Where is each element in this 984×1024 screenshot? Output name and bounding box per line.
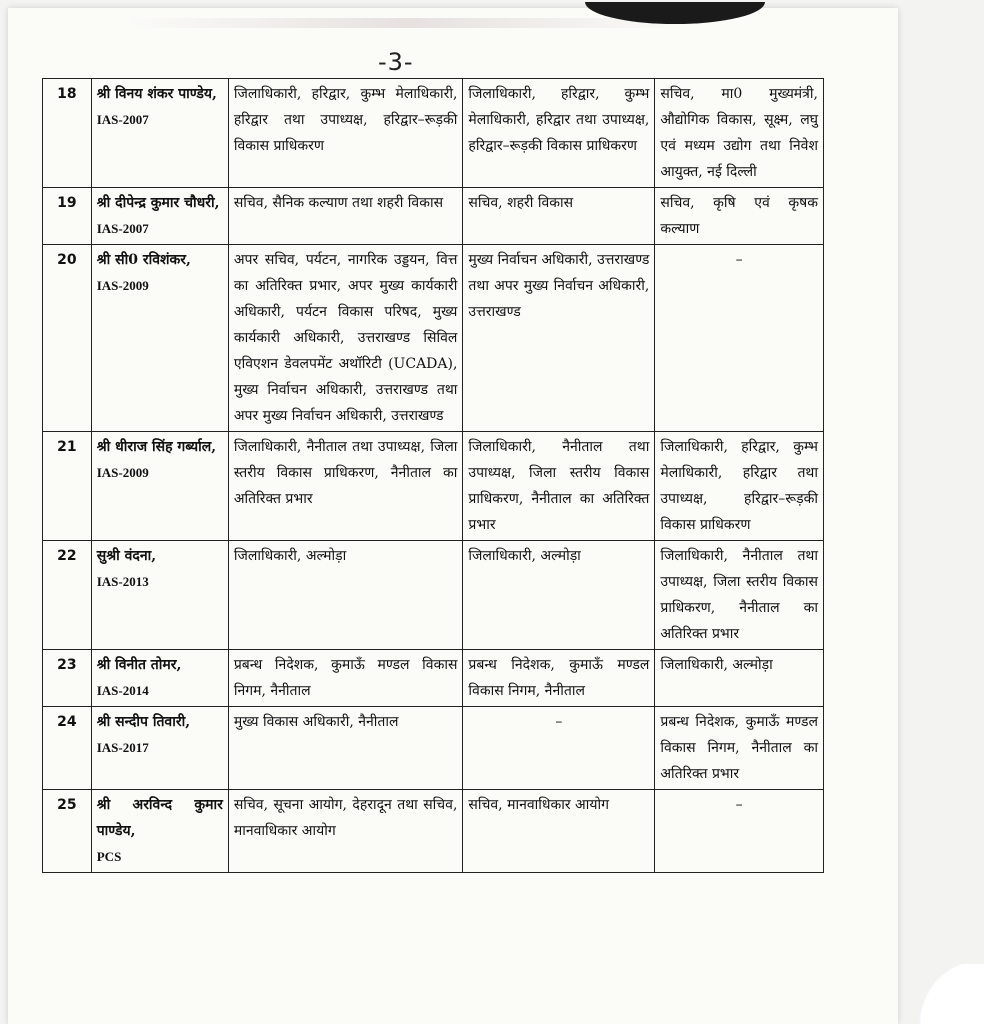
officer-cell (91, 541, 228, 650)
serial-number: 18 (43, 79, 92, 188)
officer-cell (91, 432, 228, 541)
officer-name: श्री विनीत तोमर, (96, 657, 182, 673)
serial-number: 20 (43, 245, 92, 432)
serial-number: 19 (43, 188, 92, 245)
bleed-through-text (128, 18, 688, 28)
officer-name: श्री विनय शंकर पाण्डेय, (96, 86, 217, 102)
service-batch: IAS-2014 (96, 683, 149, 698)
new-posting: – (655, 245, 824, 432)
service-batch: IAS-2013 (96, 574, 149, 589)
serial-number: 22 (43, 541, 92, 650)
officer-cell (91, 79, 228, 188)
retained-posting: प्रबन्ध निदेशक, कुमाऊँ मण्डल विकास निगम, नैनीताल (463, 650, 655, 707)
retained-posting: – (463, 707, 655, 790)
service-batch: IAS-2007 (96, 221, 149, 236)
service-batch: PCS (96, 849, 122, 864)
table-row (43, 707, 824, 790)
current-posting: जिलाधिकारी, हरिद्वार, कुम्भ मेलाधिकारी, हरिद्वार तथा उपाध्यक्ष, हरिद्वार–रूड़की विकास प्राधिकरण (228, 79, 463, 188)
serial-number: 25 (43, 790, 92, 873)
new-posting: सचिव, कृषि एवं कृषक कल्याण (655, 188, 824, 245)
new-posting: – (655, 790, 824, 873)
retained-posting: जिलाधिकारी, अल्मोड़ा (463, 541, 655, 650)
page-corner (898, 964, 984, 1024)
current-posting: मुख्य विकास अधिकारी, नैनीताल (228, 707, 463, 790)
current-posting: जिलाधिकारी, अल्मोड़ा (228, 541, 463, 650)
officer-cell (91, 707, 228, 790)
new-posting: सचिव, मा0 मुख्यमंत्री, औद्योगिक विकास, सूक्ष्म, लघु एवं मध्यम उद्योग तथा निवेश आयुक्त, नई दिल्ली (655, 79, 824, 188)
table-row (43, 790, 824, 873)
officer-cell (91, 650, 228, 707)
service-batch: IAS-2007 (96, 112, 149, 127)
page-number: -3- (378, 48, 414, 76)
serial-number: 23 (43, 650, 92, 707)
officer-name: श्री सन्दीप तिवारी, (96, 714, 191, 730)
officer-name: श्री अरविन्द कुमार पाण्डेय, (96, 797, 223, 839)
table-row (43, 79, 824, 188)
retained-posting: मुख्य निर्वाचन अधिकारी, उत्तराखण्ड तथा अपर मुख्य निर्वाचन अधिकारी, उत्तराखण्ड (463, 245, 655, 432)
officer-name: सुश्री वंदना, (96, 548, 157, 564)
table-row (43, 650, 824, 707)
table-row (43, 541, 824, 650)
current-posting: सचिव, सैनिक कल्याण तथा शहरी विकास (228, 188, 463, 245)
table-row (43, 432, 824, 541)
service-batch: IAS-2009 (96, 465, 149, 480)
retained-posting: सचिव, मानवाधिकार आयोग (463, 790, 655, 873)
service-batch: IAS-2017 (96, 740, 149, 755)
table-row (43, 188, 824, 245)
retained-posting: जिलाधिकारी, नैनीताल तथा उपाध्यक्ष, जिला स्तरीय विकास प्राधिकरण, नैनीताल का अतिरिक्त प्रभार (463, 432, 655, 541)
new-posting: प्रबन्ध निदेशक, कुमाऊँ मण्डल विकास निगम, नैनीताल का अतिरिक्त प्रभार (655, 707, 824, 790)
officer-cell (91, 188, 228, 245)
transfer-orders-table (42, 78, 824, 873)
new-posting: जिलाधिकारी, हरिद्वार, कुम्भ मेलाधिकारी, हरिद्वार तथा उपाध्यक्ष, हरिद्वार–रूड़की विकास प्राधिकरण (655, 432, 824, 541)
current-posting: जिलाधिकारी, नैनीताल तथा उपाध्यक्ष, जिला स्तरीय विकास प्राधिकरण, नैनीताल का अतिरिक्त प्रभार (228, 432, 463, 541)
serial-number: 21 (43, 432, 92, 541)
officer-cell (91, 790, 228, 873)
officer-name: श्री धीराज सिंह गर्ब्याल, (96, 439, 217, 455)
current-posting: सचिव, सूचना आयोग, देहरादून तथा सचिव, मानवाधिकार आयोग (228, 790, 463, 873)
current-posting: अपर सचिव, पर्यटन, नागरिक उड्डयन, वित्त का अतिरिक्त प्रभार, अपर मुख्य कार्यकारी अधिकारी, पर्यटन विकास परिषद, मुख्य कार्यकारी अधिकारी, उत्तराखण्ड सिविल एविएशन डेवलपमेंट अथॉरिटी (UCADA), मुख्य निर्वाचन अधिकारी, उत्तराखण्ड तथा अपर मुख्य निर्वाचन अधिकारी, उत्तराखण्ड (228, 245, 463, 432)
new-posting: जिलाधिकारी, नैनीताल तथा उपाध्यक्ष, जिला स्तरीय विकास प्राधिकरण, नैनीताल का अतिरिक्त प्रभार (655, 541, 824, 650)
table-row (43, 245, 824, 432)
retained-posting: सचिव, शहरी विकास (463, 188, 655, 245)
officer-name: श्री सी0 रविशंकर, (96, 252, 191, 268)
service-batch: IAS-2009 (96, 278, 149, 293)
officer-cell (91, 245, 228, 432)
serial-number: 24 (43, 707, 92, 790)
officer-name: श्री दीपेन्द्र कुमार चौधरी, (96, 195, 220, 211)
current-posting: प्रबन्ध निदेशक, कुमाऊँ मण्डल विकास निगम, नैनीताल (228, 650, 463, 707)
new-posting: जिलाधिकारी, अल्मोड़ा (655, 650, 824, 707)
retained-posting: जिलाधिकारी, हरिद्वार, कुम्भ मेलाधिकारी, हरिद्वार तथा उपाध्यक्ष, हरिद्वार–रूड़की विकास प्राधिकरण (463, 79, 655, 188)
